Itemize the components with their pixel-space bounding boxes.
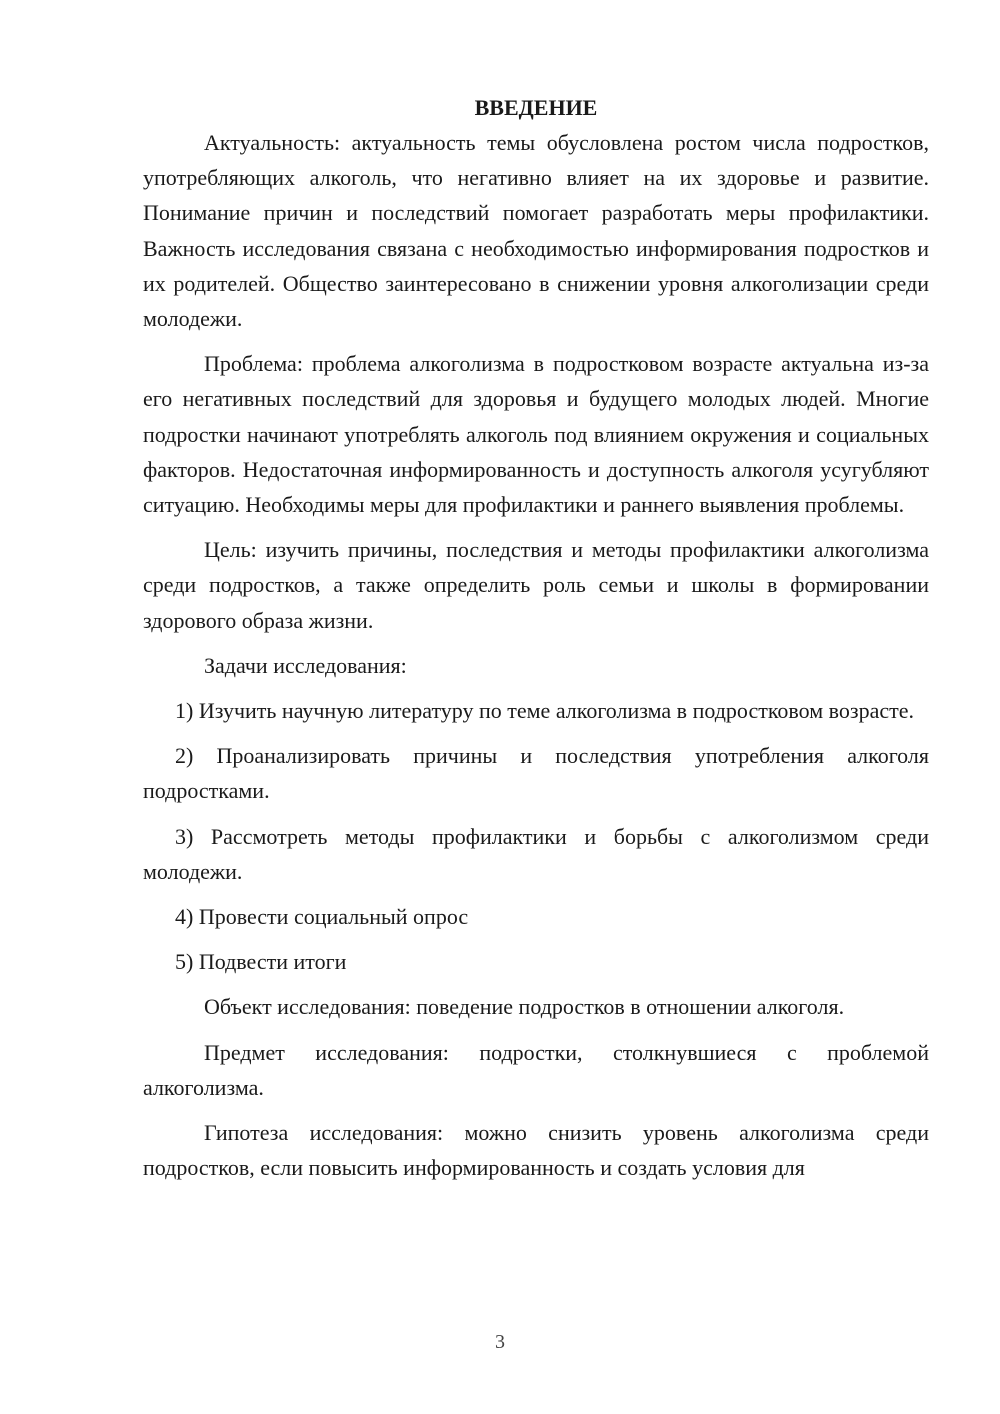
task-item: 1) Изучить научную литературу по теме алкоголизма в подростковом возрасте. (175, 698, 914, 724)
tasks-title: Задачи исследования: (204, 652, 407, 678)
hypothesis-paragraph: Гипотеза исследования: можно снизить уровень алкоголизма среди подростков, если повысить информированность и создать условия для (143, 1120, 929, 1181)
problem-paragraph: Проблема: проблема алкоголизма в подростковом возрасте актуальна из-за его негативных последствий для здоровья и будущего молодых людей. Многие подростки начинают употреблять алкоголь под влиянием окружения и социальных факторов. Недостаточная информированность и доступность алкоголя усугубляют ситуацию. Необходимы меры для профилактики и раннего выявления проблемы. (143, 351, 929, 518)
task-item: 2) Проанализировать причины и последствия употребления алкоголя подростками. (143, 743, 929, 804)
task-item: 5) Подвести итоги (175, 949, 347, 975)
task-item: 4) Провести социальный опрос (175, 904, 469, 930)
document-page (143, 90, 929, 1195)
task-item: 3) Рассмотреть методы профилактики и борьбы с алкоголизмом среди молодежи. (143, 823, 929, 884)
section-heading: ВВЕДЕНИЕ (474, 95, 598, 120)
relevance-paragraph: Актуальность: актуальность темы обусловлена ростом числа подростков, употребляющих алкоголь, что негативно влияет на их здоровье и развитие. Понимание причин и последствий помогает разработать меры профилактики. Важность исследования связана с необходимостью информирования подростков и их родителей. Общество заинтересовано в снижении уровня алкоголизации среди молодежи. (143, 130, 929, 332)
subject-paragraph: Предмет исследования: подростки, столкнувшиеся с проблемой алкоголизма. (143, 1039, 929, 1100)
page-number: 3 (495, 1331, 505, 1353)
object-paragraph: Объект исследования: поведение подростков в отношении алкоголя. (204, 994, 845, 1020)
goal-paragraph: Цель: изучить причины, последствия и методы профилактики алкоголизма среди подростков, а также определить роль семьи и школы в формировании здорового образа жизни. (143, 537, 929, 633)
